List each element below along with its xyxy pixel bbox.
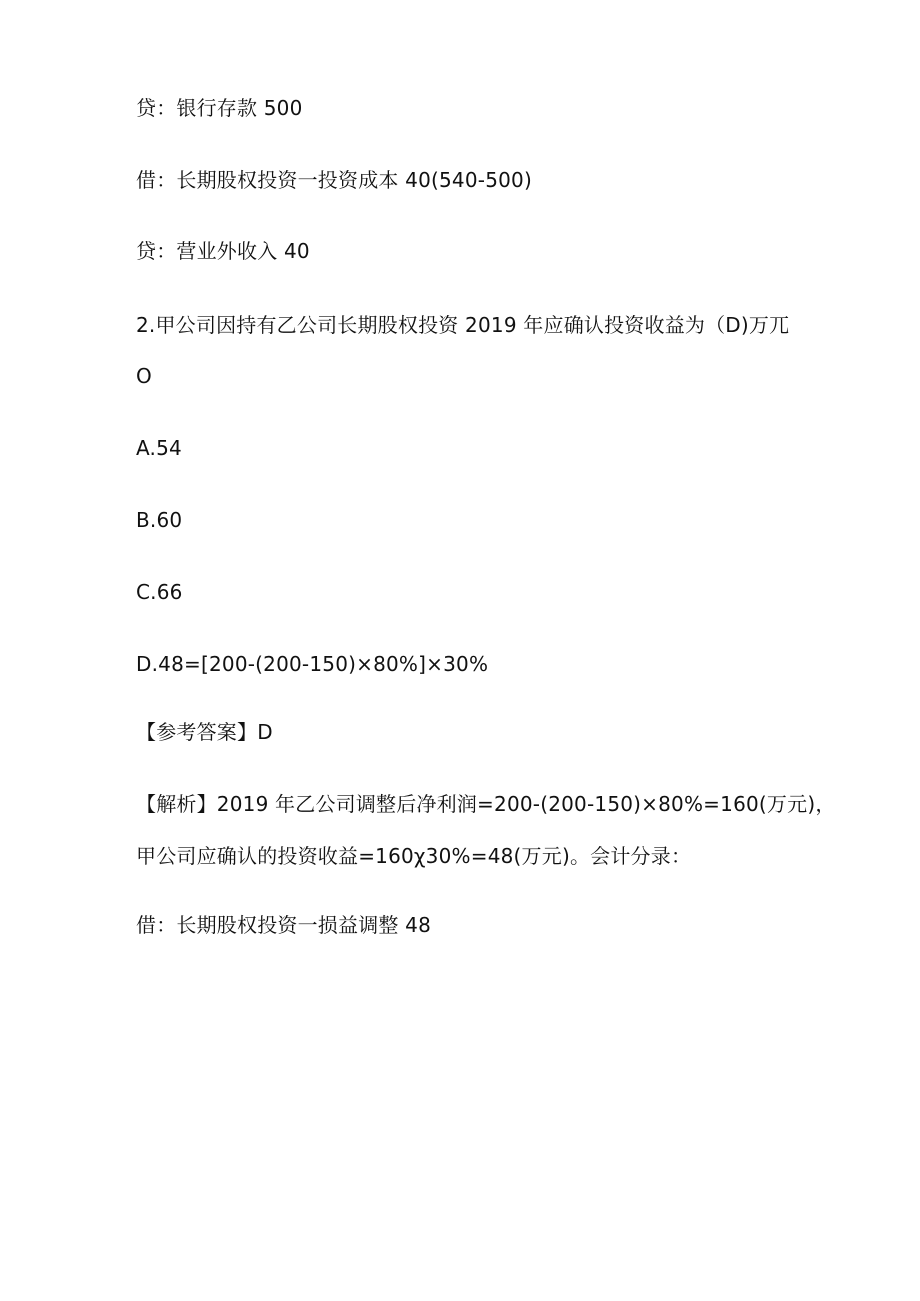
option-c: C.66 — [136, 580, 183, 604]
journal-debit-profit-loss-adjustment: 借：长期股权投资一损益调整 48 — [136, 913, 432, 937]
option-d: D.48=[200-(200-150)×80%]×30% — [136, 652, 489, 676]
option-b: B.60 — [136, 508, 183, 532]
journal-credit-bank-deposit: 贷：银行存款 500 — [136, 96, 303, 120]
question-2-text: 2.甲公司因持有乙公司长期股权投资 2019 年应确认投资收益为（D)万兀 — [136, 313, 790, 337]
analysis-line-1: 【解析】2019 年乙公司调整后净利润=200-(200-150)×80%=160(万元)， — [136, 792, 836, 816]
option-a: A.54 — [136, 436, 182, 460]
journal-credit-non-operating-income: 贷：营业外收入 40 — [136, 239, 310, 263]
analysis-line-2: 甲公司应确认的投资收益=160χ30%=48(万元)。会计分录： — [136, 844, 692, 868]
question-2-continuation: O — [136, 364, 152, 388]
reference-answer: 【参考答案】D — [136, 720, 273, 744]
journal-debit-investment-cost: 借：长期股权投资一投资成本 40(540-500) — [136, 168, 532, 192]
